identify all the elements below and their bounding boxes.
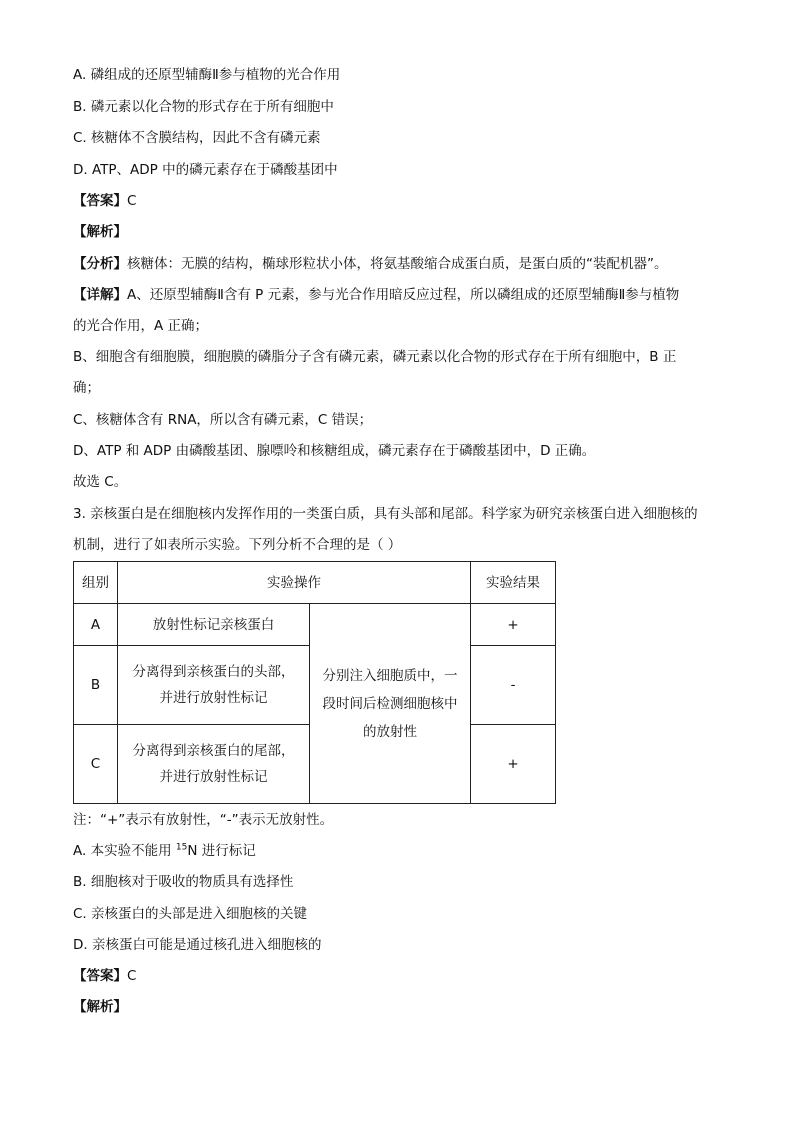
question-stem-line: 3. 亲核蛋白是在细胞核内发挥作用的一类蛋白质，具有头部和尾部。科学家为研究亲核蛋白进入细胞核的 [73,506,698,522]
group-cell: B [74,646,118,725]
q3-answer [73,966,136,986]
prev-fenxi [73,254,668,274]
header-operation: 实验操作 [118,562,471,604]
operation-cell: 分离得到亲核蛋白的头部， 并进行放射性标记 [118,646,310,725]
explanation-line: B、细胞含有细胞膜，细胞膜的磷脂分子含有磷元素，磷元素以化合物的形式存在于所有细胞中，B 正 [73,349,677,365]
fenxi-tag: 【分析】 [73,256,127,272]
result-cell: + [471,604,556,646]
result-cell: - [471,646,556,725]
prev-answer [73,191,136,211]
explanation-line: 确； [73,380,100,396]
prev-analysis-heading [73,222,127,242]
explanation-line: 的光合作用，A 正确； [73,318,209,334]
prev-option-b: B. 磷元素以化合物的形式存在于所有细胞中 [73,99,334,115]
explanation-line: C、核糖体含有 RNA，所以含有磷元素，C 错误； [73,412,373,428]
analysis-tag: 【解析】 [73,224,127,240]
prev-option-d: D. ATP、ADP 中的磷元素存在于磷酸基团中 [73,162,338,178]
q3-option-a: A. 本实验不能用 $^{15}$N 进行标记 [73,842,256,859]
answer-value: C [127,968,137,984]
group-cell: C [74,725,118,804]
fenxi-text: 核糖体：无膜的结构，椭球形粒状小体，将氨基酸缩合成蛋白质，是蛋白质的“装配机器”。 [127,256,668,272]
header-result: 实验结果 [471,562,556,604]
prev-option-a: A. 磷组成的还原型辅酶Ⅱ参与植物的光合作用 [73,67,341,83]
q3-analysis-heading [73,997,127,1017]
prev-option-c: C. 核糖体不含膜结构，因此不含有磷元素 [73,130,321,146]
conclusion-line: 故选 C。 [73,474,128,490]
table-row [74,604,556,646]
q3-option-c: C. 亲核蛋白的头部是进入细胞核的关键 [73,906,308,922]
xiangjie-tag: 【详解】 [73,287,127,303]
result-cell: + [471,725,556,804]
analysis-tag: 【解析】 [73,999,127,1015]
shared-operation-cell: 分别注入细胞质中，一 段时间后检测细胞核中 的放射性 [310,604,471,804]
answer-tag: 【答案】 [73,968,127,984]
answer-tag: 【答案】 [73,193,127,209]
explanation-line: D、ATP 和 ADP 由磷酸基团、腺嘌呤和核糖组成，磷元素存在于磷酸基团中，D 正确。 [73,443,596,459]
operation-cell: 分离得到亲核蛋白的尾部， 并进行放射性标记 [118,725,310,804]
table-note: 注：“+”表示有放射性，“-”表示无放射性。 [73,812,334,828]
q3-option-d: D. 亲核蛋白可能是通过核孔进入细胞核的 [73,937,322,953]
question-stem-line: 机制，进行了如表所示实验。下列分析不合理的是（ ） [73,537,402,553]
explanation-line: A、还原型辅酶Ⅱ含有 P 元素，参与光合作用暗反应过程，所以磷组成的还原型辅酶Ⅱ参与植物 [127,287,680,303]
isotope-superscript: 15 [175,842,188,853]
table-header-row [74,562,556,604]
answer-value: C [127,193,137,209]
header-group: 组别 [74,562,118,604]
operation-cell: 放射性标记亲核蛋白 [118,604,310,646]
group-cell: A [74,604,118,646]
experiment-table [73,561,556,804]
q3-option-b: B. 细胞核对于吸收的物质具有选择性 [73,874,294,890]
prev-xiangjie [73,285,679,305]
